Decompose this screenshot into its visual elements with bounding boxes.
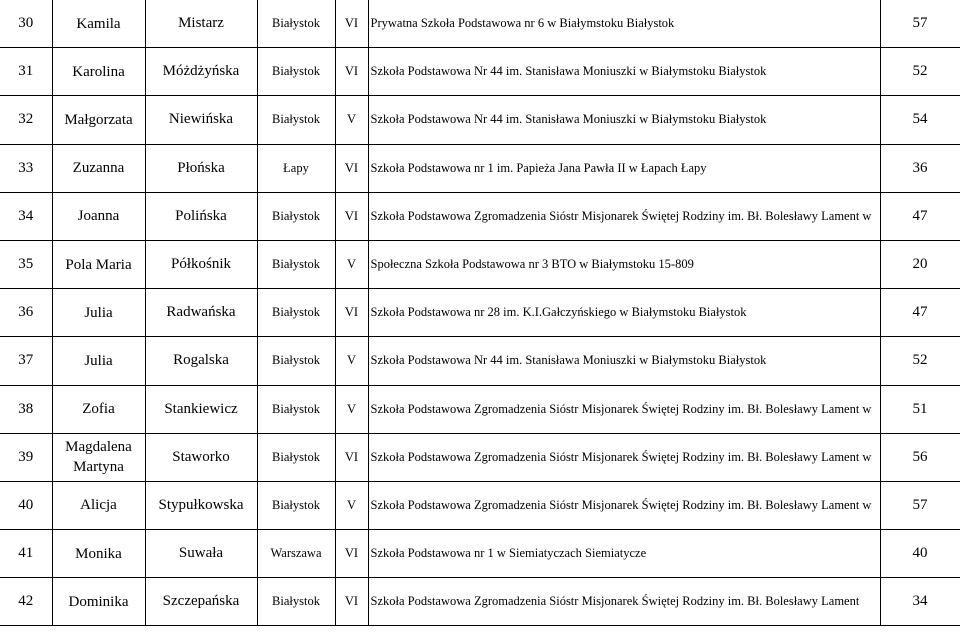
school-name-cell: Szkoła Podstawowa nr 28 im. K.I.Gałczyńskiego w Białymstoku Białystok	[368, 289, 880, 337]
row-number-cell: 32	[0, 96, 52, 144]
row-number-cell: 39	[0, 433, 52, 481]
school-name-cell: Szkoła Podstawowa nr 1 im. Papieża Jana Pawła II w Łapach Łapy	[368, 144, 880, 192]
first-name-cell: Monika	[52, 530, 145, 578]
table-row	[0, 481, 960, 529]
first-name-cell: Kamila	[52, 0, 145, 48]
first-name-cell: Joanna	[52, 192, 145, 240]
school-name-cell: Społeczna Szkoła Podstawowa nr 3 BTO w Białymstoku 15-809	[368, 240, 880, 288]
class-level-cell: VI	[335, 0, 368, 48]
city-cell: Białystok	[257, 96, 335, 144]
points-cell: 47	[880, 289, 960, 337]
points-cell: 57	[880, 481, 960, 529]
first-name-cell: Julia	[52, 289, 145, 337]
class-level-cell: VI	[335, 289, 368, 337]
school-name-cell: Szkoła Podstawowa Zgromadzenia Sióstr Misjonarek Świętej Rodziny im. Bł. Bolesławy Lament w	[368, 385, 880, 433]
table-row	[0, 96, 960, 144]
city-cell: Białystok	[257, 385, 335, 433]
first-name-cell: Karolina	[52, 48, 145, 96]
class-level-cell: V	[335, 481, 368, 529]
city-cell: Białystok	[257, 337, 335, 385]
first-name-cell: Zuzanna	[52, 144, 145, 192]
school-name-cell: Szkoła Podstawowa Zgromadzenia Sióstr Misjonarek Świętej Rodziny im. Bł. Bolesławy Lament w	[368, 192, 880, 240]
first-name-cell: Dominika	[52, 578, 145, 626]
city-cell: Białystok	[257, 240, 335, 288]
row-number-cell: 30	[0, 0, 52, 48]
last-name-cell: Radwańska	[145, 289, 257, 337]
row-number-cell: 38	[0, 385, 52, 433]
last-name-cell: Móżdżyńska	[145, 48, 257, 96]
last-name-cell: Suwała	[145, 530, 257, 578]
school-name-cell: Prywatna Szkoła Podstawowa nr 6 w Białymstoku Białystok	[368, 0, 880, 48]
last-name-cell: Mistarz	[145, 0, 257, 48]
class-level-cell: V	[335, 240, 368, 288]
points-cell: 20	[880, 240, 960, 288]
last-name-cell: Polińska	[145, 192, 257, 240]
class-level-cell: V	[335, 337, 368, 385]
row-number-cell: 31	[0, 48, 52, 96]
school-name-cell: Szkoła Podstawowa Nr 44 im. Stanisława Moniuszki w Białymstoku Białystok	[368, 337, 880, 385]
row-number-cell: 36	[0, 289, 52, 337]
points-cell: 56	[880, 433, 960, 481]
class-level-cell: VI	[335, 144, 368, 192]
table-row	[0, 48, 960, 96]
row-number-cell: 35	[0, 240, 52, 288]
row-number-cell: 42	[0, 578, 52, 626]
city-cell: Białystok	[257, 433, 335, 481]
city-cell: Białystok	[257, 289, 335, 337]
last-name-cell: Płońska	[145, 144, 257, 192]
class-level-cell: VI	[335, 433, 368, 481]
class-level-cell: VI	[335, 530, 368, 578]
table-row	[0, 289, 960, 337]
points-cell: 52	[880, 337, 960, 385]
last-name-cell: Szczepańska	[145, 578, 257, 626]
points-cell: 57	[880, 0, 960, 48]
city-cell: Białystok	[257, 0, 335, 48]
table-row	[0, 530, 960, 578]
points-cell: 34	[880, 578, 960, 626]
first-name-cell: Magdalena Martyna	[52, 433, 145, 481]
table-row	[0, 0, 960, 48]
city-cell: Białystok	[257, 578, 335, 626]
first-name-cell: Małgorzata	[52, 96, 145, 144]
table-row	[0, 578, 960, 626]
points-cell: 40	[880, 530, 960, 578]
first-name-cell: Julia	[52, 337, 145, 385]
last-name-cell: Stypułkowska	[145, 481, 257, 529]
row-number-cell: 40	[0, 481, 52, 529]
points-cell: 36	[880, 144, 960, 192]
points-cell: 52	[880, 48, 960, 96]
first-name-cell: Alicja	[52, 481, 145, 529]
class-level-cell: VI	[335, 192, 368, 240]
table-row	[0, 240, 960, 288]
city-cell: Białystok	[257, 192, 335, 240]
points-cell: 51	[880, 385, 960, 433]
row-number-cell: 37	[0, 337, 52, 385]
last-name-cell: Rogalska	[145, 337, 257, 385]
row-number-cell: 34	[0, 192, 52, 240]
points-cell: 54	[880, 96, 960, 144]
city-cell: Łapy	[257, 144, 335, 192]
first-name-cell: Zofia	[52, 385, 145, 433]
row-number-cell: 41	[0, 530, 52, 578]
class-level-cell: VI	[335, 48, 368, 96]
city-cell: Warszawa	[257, 530, 335, 578]
class-level-cell: V	[335, 385, 368, 433]
class-level-cell: V	[335, 96, 368, 144]
table-row	[0, 337, 960, 385]
school-name-cell: Szkoła Podstawowa Nr 44 im. Stanisława Moniuszki w Białymstoku Białystok	[368, 48, 880, 96]
school-name-cell: Szkoła Podstawowa Zgromadzenia Sióstr Misjonarek Świętej Rodziny im. Bł. Bolesławy Lament	[368, 578, 880, 626]
city-cell: Białystok	[257, 481, 335, 529]
table-row	[0, 192, 960, 240]
table-row	[0, 433, 960, 481]
table-row	[0, 385, 960, 433]
first-name-cell: Pola Maria	[52, 240, 145, 288]
class-level-cell: VI	[335, 578, 368, 626]
city-cell: Białystok	[257, 48, 335, 96]
last-name-cell: Stankiewicz	[145, 385, 257, 433]
school-name-cell: Szkoła Podstawowa Zgromadzenia Sióstr Misjonarek Świętej Rodziny im. Bł. Bolesławy Lament w	[368, 481, 880, 529]
last-name-cell: Półkośnik	[145, 240, 257, 288]
last-name-cell: Staworko	[145, 433, 257, 481]
row-number-cell: 33	[0, 144, 52, 192]
school-name-cell: Szkoła Podstawowa nr 1 w Siemiatyczach Siemiatycze	[368, 530, 880, 578]
points-cell: 47	[880, 192, 960, 240]
school-name-cell: Szkoła Podstawowa Zgromadzenia Sióstr Misjonarek Świętej Rodziny im. Bł. Bolesławy Lament w	[368, 433, 880, 481]
school-name-cell: Szkoła Podstawowa Nr 44 im. Stanisława Moniuszki w Białymstoku Białystok	[368, 96, 880, 144]
table-row	[0, 144, 960, 192]
last-name-cell: Niewińska	[145, 96, 257, 144]
